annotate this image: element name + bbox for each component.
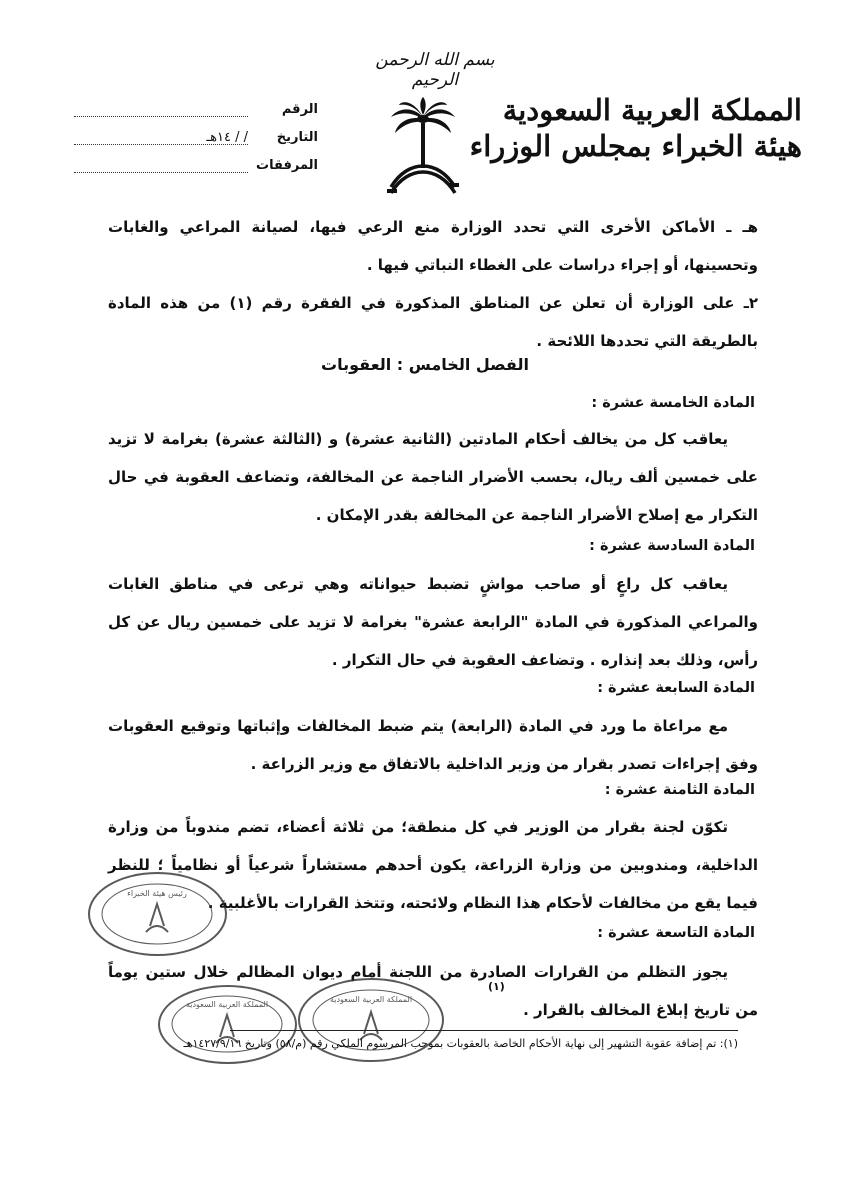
attach-field (74, 158, 248, 173)
svg-text:المملكة العربية السعودية: المملكة العربية السعودية (329, 995, 413, 1004)
chapter-title: الفصل الخامس : العقوبات (321, 355, 529, 374)
date-label: التاريخ (276, 129, 318, 145)
item-h: هـ ـ الأماكن الأخرى التي تحدد الوزارة منع الرعي فيها، لصيانة المراعي والغابات وتحسينها، أو إجراء دراسات على الغطاء النباتي فيها . (108, 218, 758, 274)
official-stamp-1 (88, 872, 227, 956)
article-18-title: المادة الثامنة عشرة : (604, 782, 755, 798)
date-row (68, 123, 318, 151)
article-17-text: مع مراعاة ما ورد في المادة (الرابعة) يتم ضبط المخالفات وإثباتها وتوقيع العقوبات وفق إجراءات تصدر بقرار من وزير الداخلية بالاتفاق مع وزير الزراعة . (108, 717, 758, 773)
authority-name: هيئة الخبراء بمجلس الوزراء (469, 129, 802, 163)
stamp-emblem-icon (90, 874, 225, 954)
footnote-marker: (١) (488, 980, 505, 993)
article-18-text: تكوّن لجنة بقرار من الوزير في كل منطقة؛ من ثلاثة أعضاء، تضم مندوباً من وزارة الداخلية، ومندوبين من وزارة الزراعة، يكون أحدهم مستشاراً شرعياً أو نظامياً ؛ للنظر فيما يقع من مخالفات لأحكام هذا النظام ولائحته، وتتخذ القرارات بالأغلبية . (108, 818, 758, 912)
article-19-text: يجوز التظلم من القرارات الصادرة من اللجنة أمام ديوان المظالم خلال ستين يوماً من تاريخ إبلاغ المخالف بالقرار . (108, 963, 758, 1019)
date-field: / / ١٤هـ (74, 130, 248, 145)
stamp-emblem-icon (160, 987, 295, 1062)
basmala: بسم الله الرحمن الرحيم (375, 50, 495, 90)
article-15-title: المادة الخامسة عشرة : (591, 395, 755, 411)
kingdom-name: المملكة العربية السعودية (502, 93, 802, 127)
article-15-text: يعاقب كل من يخالف أحكام المادتين (الثانية عشرة) و (الثالثة عشرة) بغرامة لا تزيد على خمسين ألف ريال، بحسب الأضرار الناجمة عن المخالفة، وتضاعف العقوبة في حال التكرار مع إصلاح الأضرار الناجمة عن المخالفة بقدر الإمكان . (108, 430, 758, 524)
letterhead-meta (68, 95, 318, 179)
svg-text:المملكة العربية السعودية: المملكة العربية السعودية (185, 1000, 269, 1009)
ref-label: الرقم (281, 101, 318, 117)
saudi-emblem-icon (383, 95, 463, 200)
svg-text:رئيس هيئة الخبراء: رئيس هيئة الخبراء (127, 889, 187, 898)
article-16-text: يعاقب كل راعٍ أو صاحب مواشٍ تضبط حيواناته وهي ترعى في مناطق الغابات والمراعي المذكورة في المادة "الرابعة عشرة" بغرامة لا تزيد على خمسين ريال عن كل رأس، وذلك بعد إنذاره . وتضاعف العقوبة في حال التكرار . (108, 575, 758, 669)
footnote-separator (230, 1030, 738, 1031)
footnote-text: (١): تم إضافة عقوبة التشهير إلى نهاية الأحكام الخاصة بالعقوبات بموجب المرسوم الملكي رقم (م/٥٨) وتاريخ ١٤٢٧/٩/١٦هـ (183, 1037, 738, 1050)
article-19-title: المادة التاسعة عشرة : (597, 925, 755, 941)
article-16-title: المادة السادسة عشرة : (589, 538, 755, 554)
letterhead-title (462, 92, 802, 164)
attach-row (68, 151, 318, 179)
ref-row (68, 95, 318, 123)
attach-label: المرفقات (256, 157, 318, 173)
article-17-title: المادة السابعة عشرة : (597, 680, 755, 696)
item-2: ٢ـ على الوزارة أن تعلن عن المناطق المذكورة في الفقرة رقم (١) من هذه المادة بالطريقة التي تحددها اللائحة . (108, 294, 758, 350)
official-stamp-2 (158, 985, 297, 1064)
ref-field (74, 102, 248, 117)
